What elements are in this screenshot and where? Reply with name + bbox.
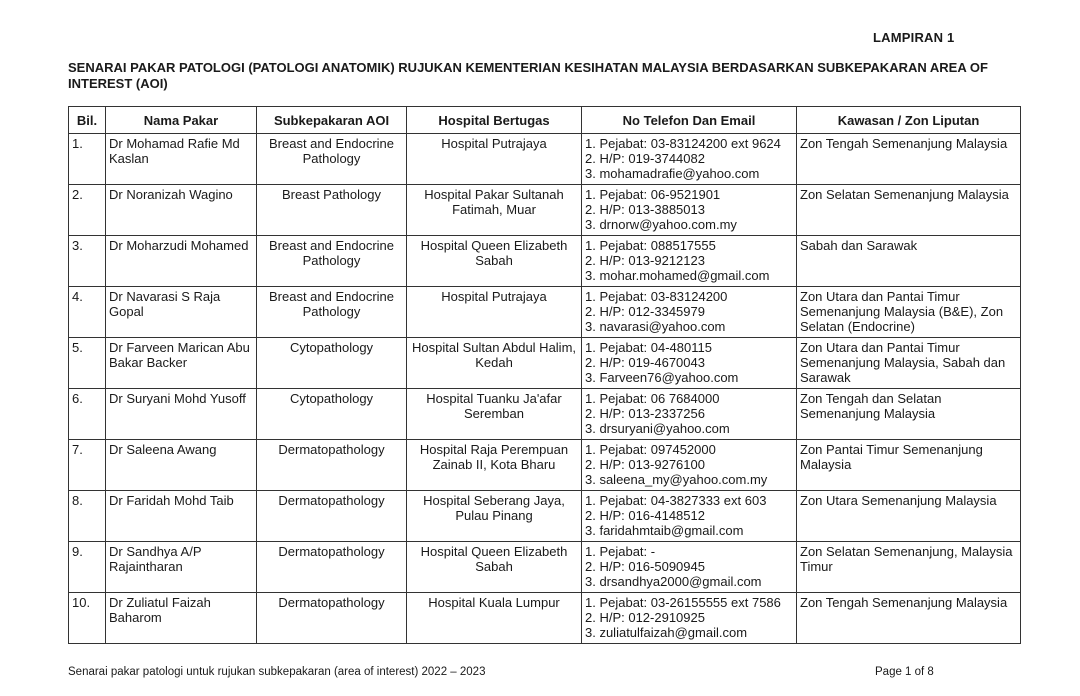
contact-line: 1. Pejabat: 04-3827333 ext 603 xyxy=(585,493,767,508)
table-row xyxy=(69,185,1021,236)
cell-hospital: Hospital Tuanku Ja'afar Seremban xyxy=(407,389,582,440)
cell-bil: 8. xyxy=(69,491,106,542)
contact-line: 3. Farveen76@yahoo.com xyxy=(585,370,739,385)
cell-zon: Zon Tengah Semenanjung Malaysia xyxy=(797,593,1021,644)
cell-aoi: Breast Pathology xyxy=(257,185,407,236)
cell-hospital: Hospital Seberang Jaya, Pulau Pinang xyxy=(407,491,582,542)
cell-hospital: Hospital Kuala Lumpur xyxy=(407,593,582,644)
cell-aoi: Dermatopathology xyxy=(257,440,407,491)
cell-aoi: Dermatopathology xyxy=(257,542,407,593)
cell-tel xyxy=(582,185,797,236)
contact-line: 1. Pejabat: 06-9521901 xyxy=(585,187,721,202)
lampiran-label: LAMPIRAN 1 xyxy=(873,30,955,45)
cell-tel xyxy=(582,134,797,185)
contact-line: 3. saleena_my@yahoo.com.my xyxy=(585,472,768,487)
cell-nama: Dr Moharzudi Mohamed xyxy=(106,236,257,287)
contact-line: 1. Pejabat: 06 7684000 xyxy=(585,391,720,406)
cell-tel xyxy=(582,542,797,593)
table-row xyxy=(69,338,1021,389)
contact-line: 3. mohamadrafie@yahoo.com xyxy=(585,166,760,181)
cell-hospital: Hospital Queen Elizabeth Sabah xyxy=(407,542,582,593)
cell-bil: 7. xyxy=(69,440,106,491)
table-row xyxy=(69,542,1021,593)
table-header-row xyxy=(69,107,1021,134)
contact-line: 2. H/P: 012-2910925 xyxy=(585,610,705,625)
contact-line: 1. Pejabat: 088517555 xyxy=(585,238,716,253)
cell-tel xyxy=(582,593,797,644)
table-row xyxy=(69,593,1021,644)
column-header-tel: No Telefon Dan Email xyxy=(582,107,797,134)
cell-zon: Zon Utara dan Pantai Timur Semenanjung Malaysia, Sabah dan Sarawak xyxy=(797,338,1021,389)
cell-hospital: Hospital Sultan Abdul Halim, Kedah xyxy=(407,338,582,389)
contact-line: 3. faridahmtaib@gmail.com xyxy=(585,523,744,538)
contact-line: 3. mohar.mohamed@gmail.com xyxy=(585,268,770,283)
cell-hospital: Hospital Raja Perempuan Zainab II, Kota Bharu xyxy=(407,440,582,491)
cell-hospital: Hospital Putrajaya xyxy=(407,287,582,338)
cell-aoi: Dermatopathology xyxy=(257,491,407,542)
cell-zon: Zon Utara Semenanjung Malaysia xyxy=(797,491,1021,542)
contact-line: 3. drsuryani@yahoo.com xyxy=(585,421,730,436)
cell-bil: 2. xyxy=(69,185,106,236)
cell-nama: Dr Mohamad Rafie Md Kaslan xyxy=(106,134,257,185)
contact-line: 2. H/P: 016-5090945 xyxy=(585,559,705,574)
cell-tel xyxy=(582,389,797,440)
footer-caption: Senarai pakar patologi untuk rujukan subkepakaran (area of interest) 2022 – 2023 xyxy=(68,666,486,678)
contact-line: 3. drsandhya2000@gmail.com xyxy=(585,574,762,589)
cell-zon: Sabah dan Sarawak xyxy=(797,236,1021,287)
cell-aoi: Cytopathology xyxy=(257,389,407,440)
cell-nama: Dr Navarasi S Raja Gopal xyxy=(106,287,257,338)
cell-aoi: Breast and Endocrine Pathology xyxy=(257,236,407,287)
cell-hospital: Hospital Putrajaya xyxy=(407,134,582,185)
cell-tel xyxy=(582,287,797,338)
cell-nama: Dr Sandhya A/P Rajaintharan xyxy=(106,542,257,593)
cell-zon: Zon Pantai Timur Semenanjung Malaysia xyxy=(797,440,1021,491)
column-header-hospital: Hospital Bertugas xyxy=(407,107,582,134)
contact-line: 1. Pejabat: 03-83124200 xyxy=(585,289,728,304)
contact-line: 2. H/P: 012-3345979 xyxy=(585,304,705,319)
table-row xyxy=(69,491,1021,542)
document-title: SENARAI PAKAR PATOLOGI (PATOLOGI ANATOMIK) RUJUKAN KEMENTERIAN KESIHATAN MALAYSIA BERDASARKAN SUBKEPAKARAN AREA OF INTEREST (AOI) xyxy=(68,60,988,91)
contact-line: 3. navarasi@yahoo.com xyxy=(585,319,726,334)
cell-aoi: Breast and Endocrine Pathology xyxy=(257,287,407,338)
cell-hospital: Hospital Queen Elizabeth Sabah xyxy=(407,236,582,287)
pathologist-table xyxy=(68,106,1021,644)
column-header-bil: Bil. xyxy=(69,107,106,134)
cell-zon: Zon Tengah dan Selatan Semenanjung Malaysia xyxy=(797,389,1021,440)
contact-line: 1. Pejabat: 03-83124200 ext 9624 xyxy=(585,136,781,151)
cell-bil: 9. xyxy=(69,542,106,593)
table-row xyxy=(69,236,1021,287)
cell-aoi: Cytopathology xyxy=(257,338,407,389)
cell-bil: 1. xyxy=(69,134,106,185)
contact-line: 2. H/P: 019-3744082 xyxy=(585,151,705,166)
contact-line: 2. H/P: 013-3885013 xyxy=(585,202,705,217)
cell-tel xyxy=(582,491,797,542)
contact-line: 3. zuliatulfaizah@gmail.com xyxy=(585,625,748,640)
cell-aoi: Breast and Endocrine Pathology xyxy=(257,134,407,185)
contact-line: 1. Pejabat: - xyxy=(585,544,656,559)
cell-nama: Dr Farveen Marican Abu Bakar Backer xyxy=(106,338,257,389)
cell-hospital: Hospital Pakar Sultanah Fatimah, Muar xyxy=(407,185,582,236)
contact-line: 2. H/P: 019-4670043 xyxy=(585,355,705,370)
cell-zon: Zon Tengah Semenanjung Malaysia xyxy=(797,134,1021,185)
cell-nama: Dr Zuliatul Faizah Baharom xyxy=(106,593,257,644)
table-row xyxy=(69,287,1021,338)
contact-line: 2. H/P: 013-2337256 xyxy=(585,406,705,421)
cell-aoi: Dermatopathology xyxy=(257,593,407,644)
contact-line: 2. H/P: 013-9276100 xyxy=(585,457,705,472)
cell-tel xyxy=(582,338,797,389)
cell-zon: Zon Selatan Semenanjung Malaysia xyxy=(797,185,1021,236)
column-header-aoi: Subkepakaran AOI xyxy=(257,107,407,134)
cell-nama: Dr Suryani Mohd Yusoff xyxy=(106,389,257,440)
cell-bil: 6. xyxy=(69,389,106,440)
cell-bil: 3. xyxy=(69,236,106,287)
cell-bil: 5. xyxy=(69,338,106,389)
table-row xyxy=(69,134,1021,185)
contact-line: 1. Pejabat: 04-480115 xyxy=(585,340,712,355)
table-body xyxy=(69,134,1021,644)
cell-nama: Dr Faridah Mohd Taib xyxy=(106,491,257,542)
cell-tel xyxy=(582,236,797,287)
cell-tel xyxy=(582,440,797,491)
contact-line: 1. Pejabat: 03-26155555 ext 7586 xyxy=(585,595,781,610)
cell-nama: Dr Noranizah Wagino xyxy=(106,185,257,236)
cell-nama: Dr Saleena Awang xyxy=(106,440,257,491)
cell-zon: Zon Utara dan Pantai Timur Semenanjung Malaysia (B&E), Zon Selatan (Endocrine) xyxy=(797,287,1021,338)
contact-line: 2. H/P: 013-9212123 xyxy=(585,253,705,268)
page-number: Page 1 of 8 xyxy=(875,666,934,678)
table-row xyxy=(69,389,1021,440)
table-row xyxy=(69,440,1021,491)
cell-bil: 4. xyxy=(69,287,106,338)
cell-zon: Zon Selatan Semenanjung, Malaysia Timur xyxy=(797,542,1021,593)
contact-line: 3. drnorw@yahoo.com.my xyxy=(585,217,737,232)
cell-bil: 10. xyxy=(69,593,106,644)
column-header-zon: Kawasan / Zon Liputan xyxy=(797,107,1021,134)
contact-line: 2. H/P: 016-4148512 xyxy=(585,508,705,523)
contact-line: 1. Pejabat: 097452000 xyxy=(585,442,716,457)
column-header-nama: Nama Pakar xyxy=(106,107,257,134)
